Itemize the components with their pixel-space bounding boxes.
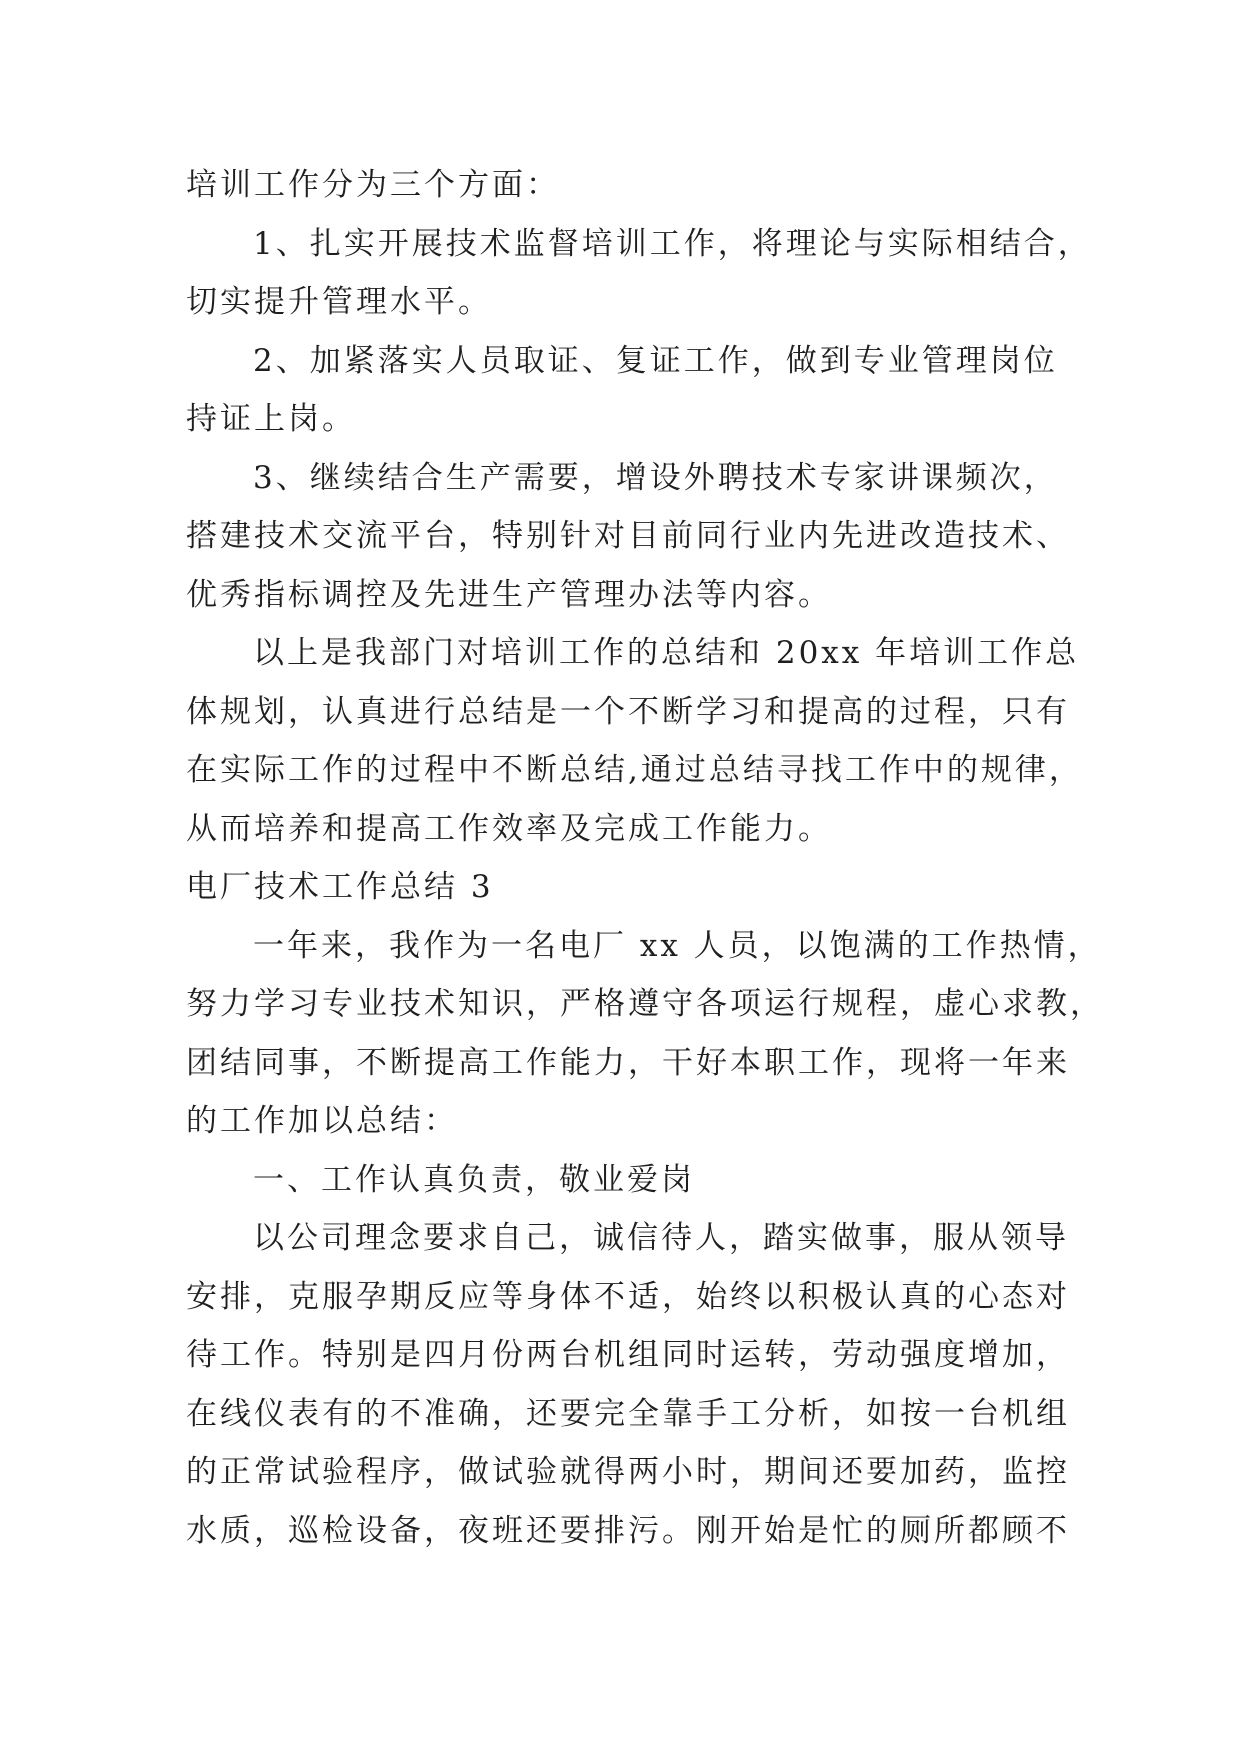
text-line: 团结同事，不断提高工作能力，干好本职工作，现将一年来	[186, 1044, 1070, 1081]
text-line: 培训工作分为三个方面：	[186, 167, 560, 203]
text-line: 以公司理念要求自己，诚信待人，踏实做事，服从领导	[253, 1220, 1069, 1256]
text-line: 待工作。特别是四月份两台机组同时运转，劳动强度增加，	[186, 1337, 1070, 1373]
section-heading: 电厂技术工作总结 3	[186, 869, 494, 905]
text-line: 2、加紧落实人员取证、复证工作，做到专业管理岗位	[253, 342, 1058, 379]
text-line: 水质，巡检设备，夜班还要排污。刚开始是忙的厕所都顾不	[186, 1512, 1070, 1549]
text-line: 在线仪表有的不准确，还要完全靠手工分析，如按一台机组	[186, 1395, 1070, 1432]
text-line: 从而培养和提高工作效率及完成工作能力。	[186, 810, 832, 847]
subsection-heading: 一、工作认真负责，敬业爱岗	[253, 1161, 695, 1198]
text-line: 一年来，我作为一名电厂 xx 人员，以饱满的工作热情，	[253, 927, 1102, 964]
text-line: 1、扎实开展技术监督培训工作，将理论与实际相结合，	[253, 225, 1092, 262]
text-line: 优秀指标调控及先进生产管理办法等内容。	[186, 576, 832, 613]
text-line: 体规划，认真进行总结是一个不断学习和提高的过程，只有	[186, 693, 1070, 730]
text-line: 的工作加以总结：	[186, 1103, 458, 1139]
text-line: 持证上岗。	[186, 401, 356, 437]
text-line: 的正常试验程序，做试验就得两小时，期间还要加药，监控	[186, 1454, 1070, 1490]
text-line: 切实提升管理水平。	[186, 284, 492, 320]
text-line: 努力学习专业技术知识，严格遵守各项运行规程，虚心求教，	[186, 986, 1104, 1022]
text-line: 搭建技术交流平台，特别针对目前同行业内先进改造技术、	[186, 518, 1070, 554]
document-body	[186, 156, 1104, 1560]
text-line: 安排，克服孕期反应等身体不适，始终以积极认真的心态对	[186, 1278, 1070, 1315]
text-line: 以上是我部门对培训工作的总结和 20xx 年培训工作总	[253, 635, 1080, 671]
text-line: 在实际工作的过程中不断总结,通过总结寻找工作中的规律，	[186, 752, 1083, 788]
text-line: 3、继续结合生产需要，增设外聘技术专家讲课频次，	[253, 459, 1058, 496]
